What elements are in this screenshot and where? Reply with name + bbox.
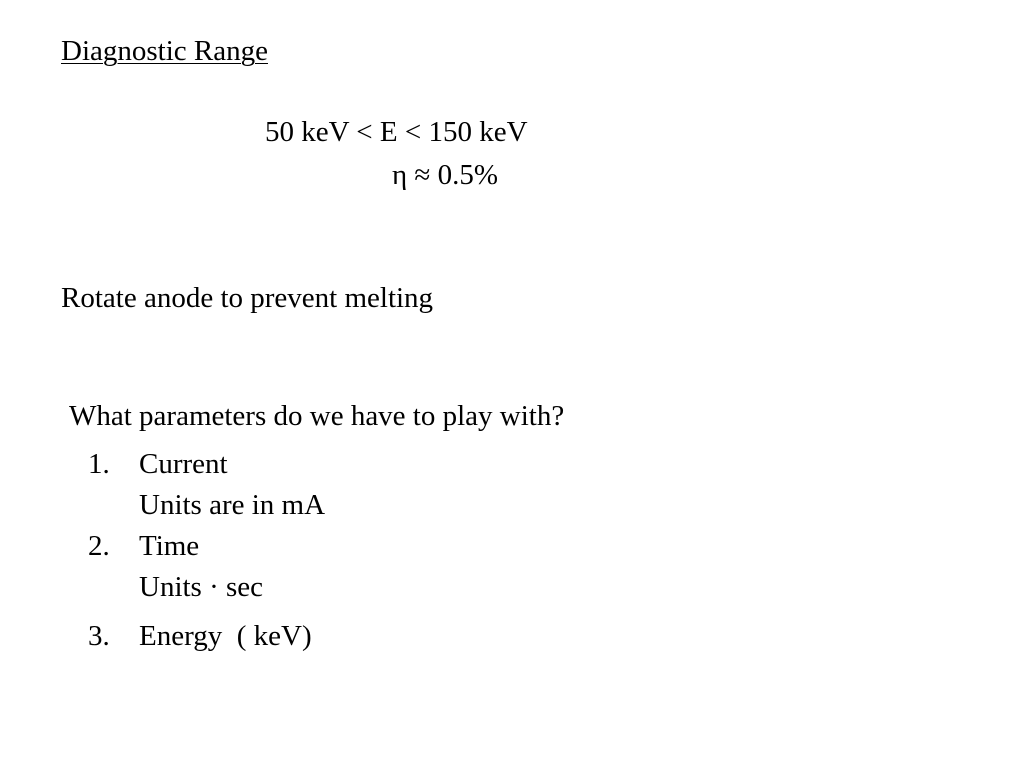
energy-range-formula: 50 keV < E < 150 keV: [265, 116, 528, 148]
parameters-question: What parameters do we have to play with?: [69, 400, 565, 432]
list-item-number: 2.: [88, 530, 110, 562]
efficiency-formula: η ≈ 0.5%: [392, 159, 498, 191]
list-item-title: Energy ( keV): [139, 620, 312, 652]
list-item-detail: Units are in mA: [139, 489, 326, 521]
list-item-title: Current: [139, 448, 228, 480]
list-item-number: 1.: [88, 448, 110, 480]
anode-note: Rotate anode to prevent melting: [61, 282, 434, 314]
list-item-detail: Units · sec: [139, 571, 264, 603]
list-item-title: Time: [139, 530, 200, 562]
slide-heading: Diagnostic Range: [61, 35, 268, 67]
list-item-number: 3.: [88, 620, 110, 652]
